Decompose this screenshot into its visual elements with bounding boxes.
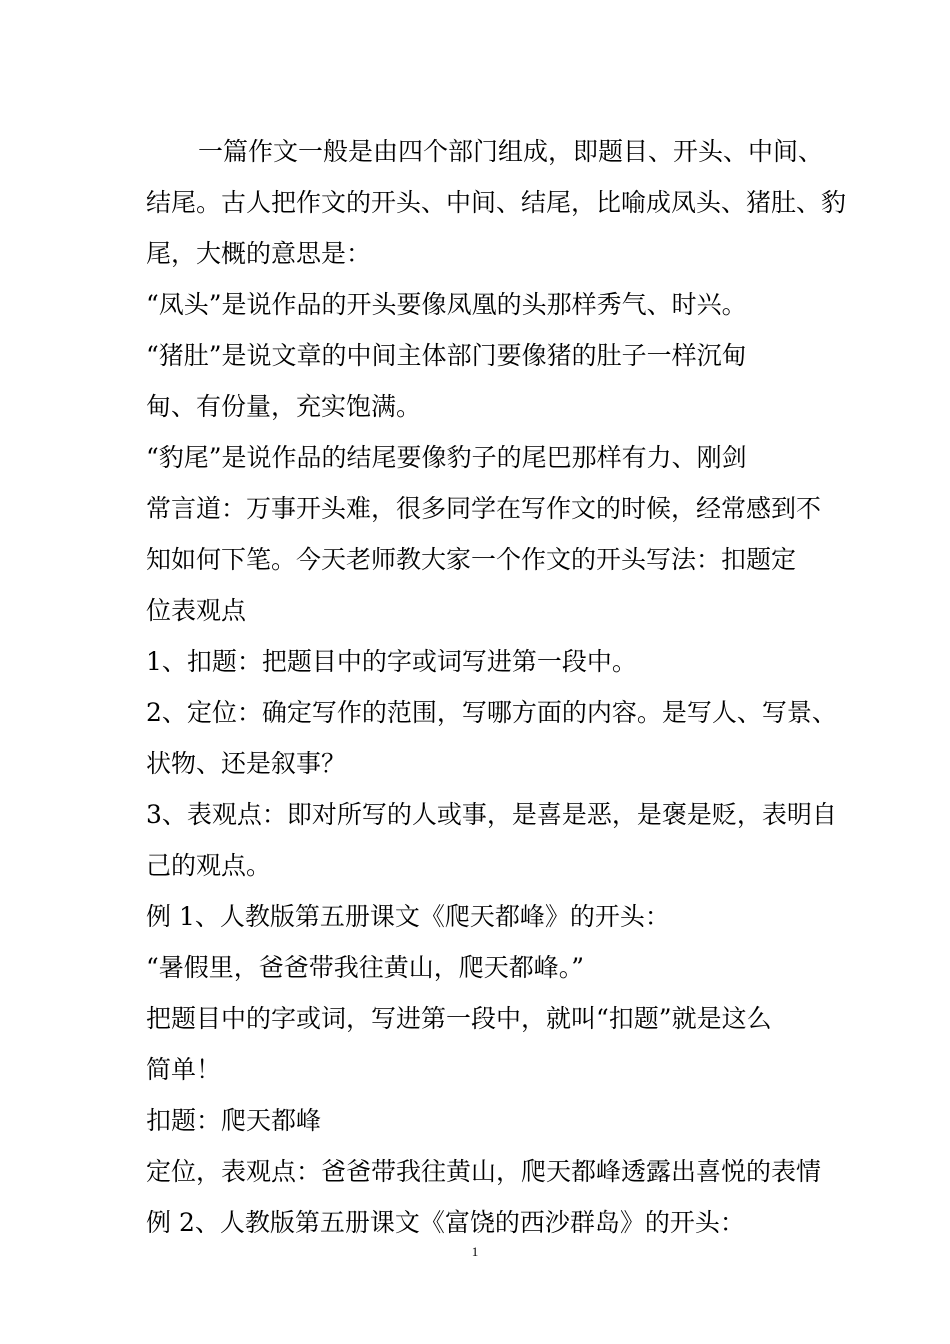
paragraph-line: 扣题：爬天都峰 [146, 1106, 322, 1135]
document-body [146, 126, 847, 1248]
paragraph-line: 一篇作文一般是由四个部门组成，即题目、开头、中间、 [198, 137, 824, 166]
paragraph-line: 尾，大概的意思是： [146, 239, 372, 268]
paragraph-line: 知如何下笔。今天老师教大家一个作文的开头写法：扣题定 [146, 545, 797, 574]
paragraph-line: “豹尾”是说作品的结尾要像豹子的尾巴那样有力、刚剑 [146, 443, 747, 472]
paragraph-line: 结尾。古人把作文的开头、中间、结尾，比喻成凤头、猪肚、豹 [146, 188, 847, 217]
list-item-line: 己的观点。 [146, 851, 272, 880]
example-heading-line: 例 1、人教版第五册课文《爬天都峰》的开头： [146, 902, 670, 931]
list-item-line: 2、定位：确定写作的范围，写哪方面的内容。是写人、写景、 [146, 698, 837, 727]
page-number: 1 [471, 1244, 479, 1259]
quote-line: “暑假里，爸爸带我往黄山，爬天都峰。” [146, 953, 585, 982]
paragraph-line: 常言道：万事开头难，很多同学在写作文的时候，经常感到不 [146, 494, 822, 523]
list-item-line: 状物、还是叙事？ [146, 749, 347, 778]
paragraph-line: 位表观点 [146, 596, 247, 625]
example-heading-line: 例 2、人教版第五册课文《富饶的西沙群岛》的开头： [146, 1208, 745, 1237]
paragraph-line: “凤头”是说作品的开头要像凤凰的头那样秀气、时兴。 [146, 290, 747, 319]
list-item-line: 3、表观点：即对所写的人或事，是喜是恶，是褒是贬，表明自 [146, 800, 837, 829]
paragraph-line: 把题目中的字或词，写进第一段中，就叫“扣题”就是这么 [146, 1004, 772, 1033]
paragraph-line: 甸、有份量，充实饱满。 [146, 392, 422, 421]
paragraph-line: 定位，表观点：爸爸带我往黄山，爬天都峰透露出喜悦的表情 [146, 1157, 822, 1186]
paragraph-line: “猪肚”是说文章的中间主体部门要像猪的肚子一样沉甸 [146, 341, 747, 370]
list-item-line: 1、扣题：把题目中的字或词写进第一段中。 [146, 647, 637, 676]
paragraph-line: 简单！ [146, 1055, 222, 1084]
